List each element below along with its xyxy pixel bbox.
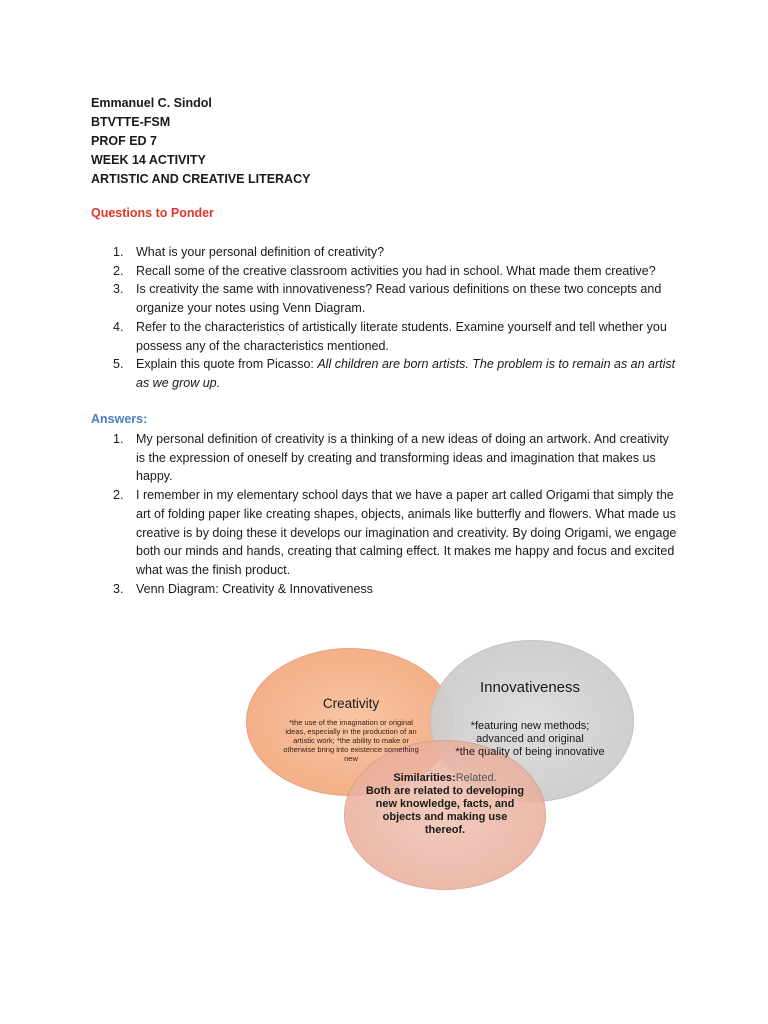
similarities-description: Both are related to developing new knowledge, facts, and objects and making use thereof. [365,785,525,836]
creativity-description: *the use of the imagination or original ideas, especially in the production of an artistic work; *the ability to make or otherwise bring into existence something new [283,718,419,763]
question-item: 1. What is your personal definition of creativity? [113,245,385,259]
week-label: WEEK 14 ACTIVITY [91,153,206,167]
author-name: Emmanuel C. Sindol [91,96,212,110]
innovativeness-description: *featuring new methods; advanced and original *the quality of being innovative [455,720,605,758]
subject-name: PROF ED 7 [91,134,157,148]
similarities-text [365,772,525,837]
question-item: 5. Explain this quote from Picasso: All children are born artists. The problem is to remain as an artist as we grow up. [113,357,676,390]
question-item: 4. Refer to the characteristics of artistically literate students. Examine yourself and tell whether you possess any of the characteristics mentioned. [113,319,667,353]
innovativeness-title: Innovativeness [479,679,581,696]
answers-heading: Answers: [91,412,148,426]
similarities-label: Similarities: [393,772,456,784]
venn-diagram [240,640,640,900]
questions-heading: Questions to Ponder [91,206,214,220]
picasso-quote: All children are born artists. The problem is to remain as an artist as we grow up. [136,357,676,390]
answer-item: 3. Venn Diagram: Creativity & Innovativeness [113,581,373,596]
answer-item: 1. My personal definition of creativity is a thinking of a new ideas of doing an artwork. And creativity is the expression of oneself by creating and transforming ideas and imagination that makes us happy. [113,432,669,484]
questions-list [91,243,681,393]
creativity-title: Creativity [322,696,380,711]
question-item: 2. Recall some of the creative classroom activities you had in school. What made them creative? [113,263,656,278]
answer-item: 2. I remember in my elementary school days that we have a paper art called Origami that simply the art of folding paper like creating shapes, objects, animals like butterfly and flowers. What made us creative is by doing these it develops our imagination and creativity. By doing Origami, we engage both our minds and hands, creating that calming effect. It makes me happy and focus and excited what was the finish product. [113,488,677,577]
topic-title: ARTISTIC AND CREATIVE LITERACY [91,172,311,186]
related-label: Related. [455,772,497,784]
question-item: 3. Is creativity the same with innovativeness? Read various definitions on these two concepts and organize your notes using Venn Diagram. [113,282,662,316]
document-header [91,94,310,189]
answers-list [91,430,681,598]
course-name: BTVTTE-FSM [91,115,171,129]
